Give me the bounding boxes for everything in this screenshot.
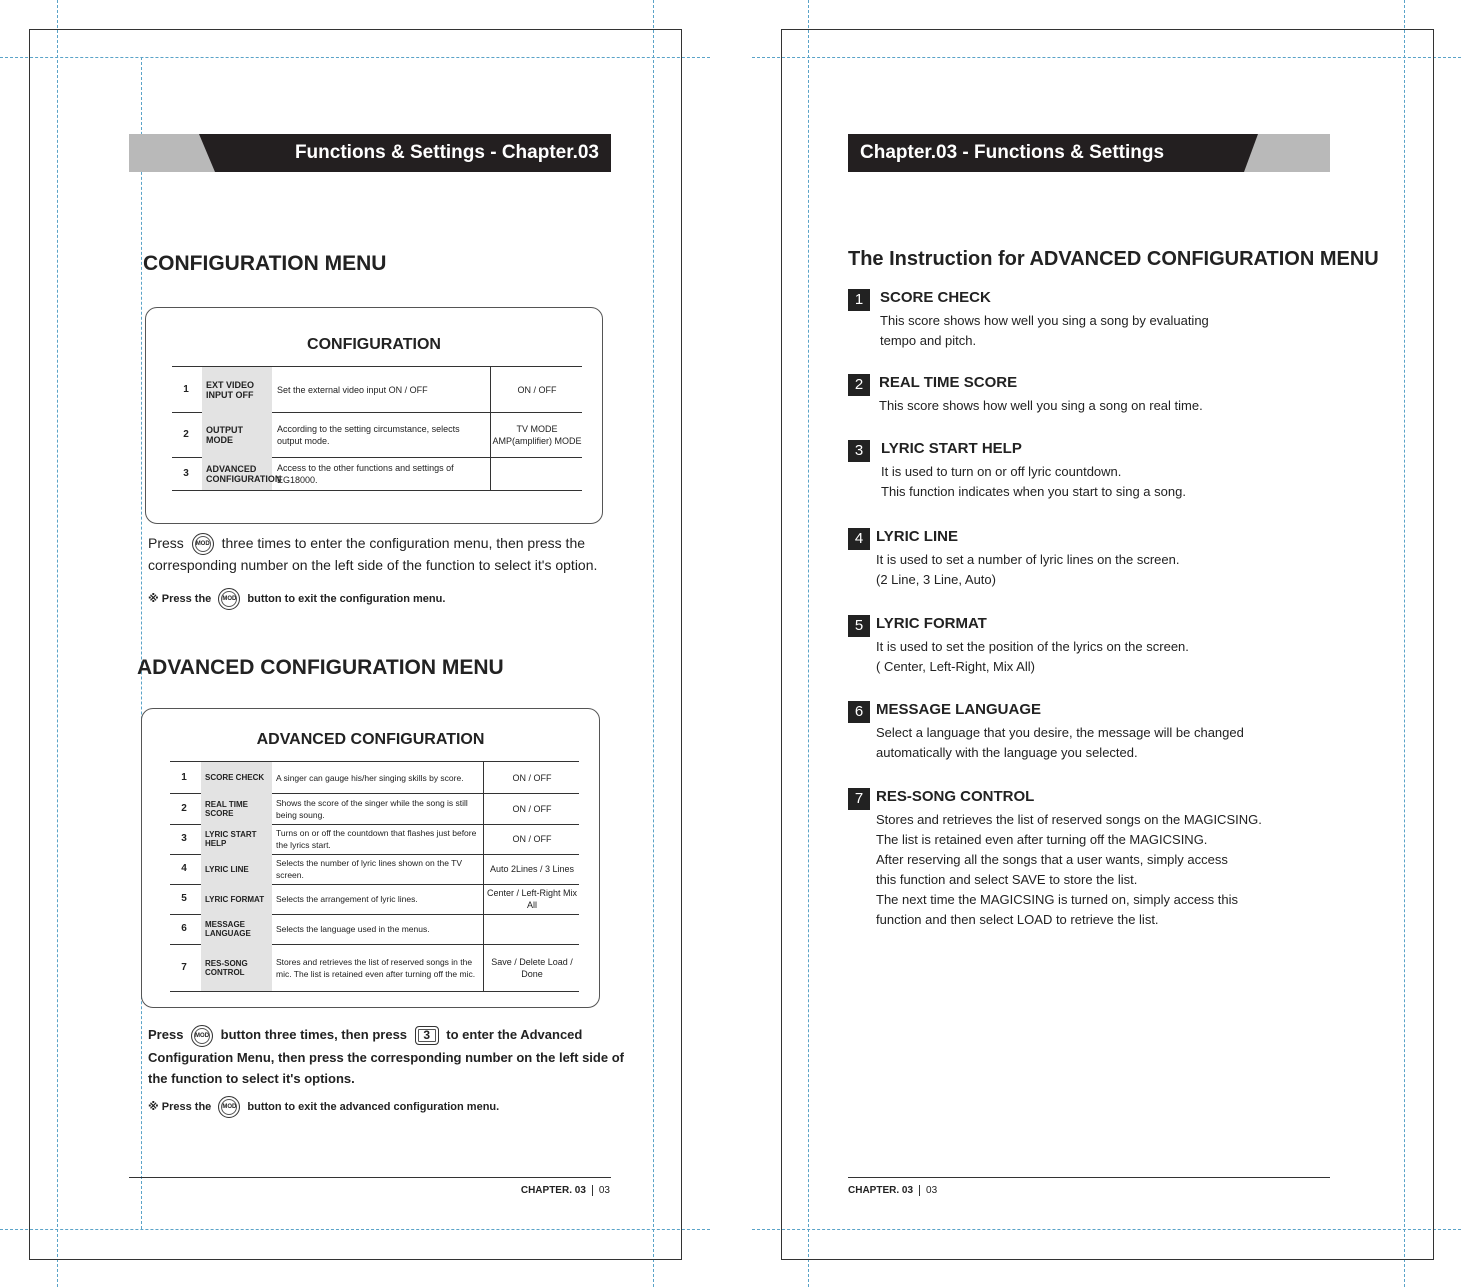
config-box bbox=[145, 307, 603, 524]
row-name: RES-SONG CONTROL bbox=[201, 944, 272, 991]
advanced-config-row bbox=[170, 944, 579, 992]
item-description: This score shows how well you sing a song by evaluating tempo and pitch. bbox=[880, 313, 1209, 348]
banner-title: Functions & Settings - Chapter.03 bbox=[294, 142, 599, 163]
row-number: 7 bbox=[181, 961, 187, 973]
advanced-config-row bbox=[170, 914, 579, 945]
row-number: 6 bbox=[181, 923, 187, 934]
item-title: SCORE CHECK bbox=[880, 289, 991, 306]
row-name: EXT VIDEO INPUT OFF bbox=[202, 367, 272, 412]
advanced-config-row bbox=[170, 793, 579, 825]
row-option: ON / OFF bbox=[483, 762, 580, 793]
row-description: Selects the language used in the menus. bbox=[276, 924, 430, 934]
row-option: Save / Delete Load / Done bbox=[483, 944, 580, 991]
row-option: TV MODE AMP(amplifier) MODE bbox=[490, 412, 583, 457]
item-title: LYRIC START HELP bbox=[881, 440, 1022, 457]
row-option: ON / OFF bbox=[483, 793, 580, 824]
row-number: 2 bbox=[183, 428, 189, 440]
adv-note-text: button to exit the advanced configuration menu. bbox=[247, 1100, 500, 1113]
footer-rule bbox=[848, 1177, 1330, 1178]
row-name: ADVANCED CONFIGURATION bbox=[202, 457, 272, 490]
page-footer bbox=[521, 1185, 610, 1196]
config-press-label: Press bbox=[148, 535, 184, 551]
advanced-config-box bbox=[141, 708, 600, 1008]
row-description: Stores and retrieves the list of reserved songs in the mic. The list is retained even after turning off the mic. bbox=[276, 956, 476, 979]
item-title: MESSAGE LANGUAGE bbox=[876, 701, 1042, 718]
advanced-config-row bbox=[170, 854, 579, 885]
row-name: SCORE CHECK bbox=[201, 762, 272, 793]
row-option bbox=[490, 457, 583, 490]
banner-title: Chapter.03 - Functions & Settings bbox=[860, 142, 1165, 163]
item-title: REAL TIME SCORE bbox=[879, 374, 1018, 391]
row-name: MESSAGE LANGUAGE bbox=[201, 914, 272, 944]
row-number: 2 bbox=[181, 802, 187, 814]
advanced-instruction bbox=[148, 1024, 628, 1089]
item-description: It is used to turn on or off lyric countdown. This function indicates when you start to sing a song. bbox=[881, 464, 1186, 499]
mod-button-icon: MOD bbox=[218, 1096, 240, 1118]
row-name: REAL TIME SCORE bbox=[201, 793, 272, 824]
chapter-banner bbox=[129, 134, 611, 172]
adv-press-text: button three times, then press bbox=[220, 1027, 408, 1042]
advanced-config-row bbox=[170, 884, 579, 915]
key-3-icon: 3 bbox=[415, 1026, 439, 1045]
row-option: ON / OFF bbox=[483, 824, 580, 854]
advanced-config-row bbox=[170, 762, 579, 794]
config-row bbox=[172, 412, 582, 458]
row-name: OUTPUT MODE bbox=[202, 412, 272, 457]
chapter-banner bbox=[848, 134, 1330, 172]
footer-chapter: CHAPTER. 03 bbox=[520, 1185, 586, 1197]
footer-page-number: 03 bbox=[598, 1185, 610, 1197]
item-number-badge: 5 bbox=[848, 615, 870, 637]
config-note-prefix: ※ Press the bbox=[148, 592, 212, 605]
row-number: 3 bbox=[181, 833, 187, 844]
item-description: It is used to set the position of the lyrics on the screen. ( Center, Left-Right, Mix All) bbox=[876, 639, 1189, 674]
footer-separator bbox=[592, 1185, 593, 1196]
row-option: ON / OFF bbox=[490, 367, 583, 412]
config-row bbox=[172, 457, 582, 491]
footer-separator bbox=[919, 1185, 920, 1196]
row-number: 1 bbox=[181, 771, 187, 783]
config-exit-note bbox=[148, 588, 445, 610]
row-description: Access to the other functions and settings of EG18000. bbox=[277, 462, 454, 485]
row-number: 3 bbox=[183, 467, 189, 479]
row-description: Selects the arrangement of lyric lines. bbox=[276, 894, 418, 904]
advanced-config-row bbox=[170, 824, 579, 855]
adv-note-prefix: ※ Press the bbox=[148, 1100, 212, 1113]
config-press-text: three times to enter the configuration menu, then press the corresponding number on the left side of the function to select it's option. bbox=[148, 535, 598, 574]
config-row bbox=[172, 367, 582, 413]
item-number-badge: 2 bbox=[848, 374, 870, 396]
mod-button-icon: MOD bbox=[218, 588, 240, 610]
row-number: 5 bbox=[181, 893, 187, 904]
row-description: Set the external video input ON / OFF bbox=[277, 384, 428, 395]
row-name: LYRIC LINE bbox=[201, 854, 272, 884]
row-option: Auto 2Lines / 3 Lines bbox=[483, 854, 580, 884]
mod-button-icon: MOD bbox=[191, 1025, 213, 1047]
row-number: 4 bbox=[181, 863, 187, 874]
config-menu-title: CONFIGURATION MENU bbox=[143, 252, 387, 275]
item-description: It is used to set a number of lyric lines on the screen. (2 Line, 3 Line, Auto) bbox=[876, 552, 1180, 587]
row-description: A singer can gauge his/her singing skills by score. bbox=[276, 772, 464, 783]
config-box-title: CONFIGURATION bbox=[307, 336, 441, 353]
item-number-badge: 3 bbox=[848, 440, 870, 462]
footer-chapter: CHAPTER. 03 bbox=[848, 1185, 914, 1197]
footer-rule bbox=[129, 1177, 611, 1178]
row-description: Selects the number of lyric lines shown on the TV screen. bbox=[276, 858, 462, 880]
config-instruction bbox=[148, 533, 618, 576]
row-description: Turns on or off the countdown that flashes just before the lyrics start. bbox=[276, 828, 477, 850]
row-description: Shows the score of the singer while the song is still being soung. bbox=[276, 797, 468, 820]
advanced-exit-note bbox=[148, 1096, 499, 1118]
item-title: LYRIC FORMAT bbox=[876, 615, 987, 632]
row-number: 1 bbox=[183, 383, 189, 395]
item-description: Select a language that you desire, the message will be changed automatically with the language you selected. bbox=[876, 725, 1244, 760]
row-option bbox=[483, 914, 580, 944]
item-number-badge: 6 bbox=[848, 701, 870, 723]
item-number-badge: 7 bbox=[848, 788, 870, 810]
advanced-config-title: ADVANCED CONFIGURATION MENU bbox=[137, 656, 504, 679]
row-description: According to the setting circumstance, selects output mode. bbox=[277, 423, 460, 446]
adv-press-label: Press bbox=[148, 1027, 184, 1042]
item-number-badge: 4 bbox=[848, 528, 870, 550]
advanced-config-box-title: ADVANCED CONFIGURATION bbox=[256, 731, 485, 748]
mod-button-icon: MOD bbox=[192, 533, 214, 555]
footer-page-number: 03 bbox=[926, 1185, 938, 1197]
row-option: Center / Left-Right Mix All bbox=[483, 884, 580, 914]
item-description: This score shows how well you sing a song on real time. bbox=[879, 398, 1203, 413]
config-note-text: button to exit the configuration menu. bbox=[247, 592, 446, 605]
instruction-title: The Instruction for ADVANCED CONFIGURATION MENU bbox=[848, 248, 1379, 270]
item-number-badge: 1 bbox=[848, 289, 870, 311]
item-description: Stores and retrieves the list of reserved songs on the MAGICSING. The list is retained even after turning off the MAGICSING. After reserving all the songs that a user wants, simply access this function and select SAVE to store the list. The next time the MAGICSING is turned on, simply access this function and then select LOAD to retrieve the list. bbox=[876, 812, 1262, 927]
row-name: LYRIC FORMAT bbox=[201, 884, 272, 914]
item-title: LYRIC LINE bbox=[876, 528, 958, 545]
page-footer bbox=[848, 1185, 937, 1196]
adv-press-text-2: to enter the Advanced Configuration Menu, then press the corresponding number on the left side of the function to select it's options. bbox=[148, 1027, 624, 1086]
row-name: LYRIC START HELP bbox=[201, 824, 272, 854]
item-title: RES-SONG CONTROL bbox=[876, 788, 1035, 805]
